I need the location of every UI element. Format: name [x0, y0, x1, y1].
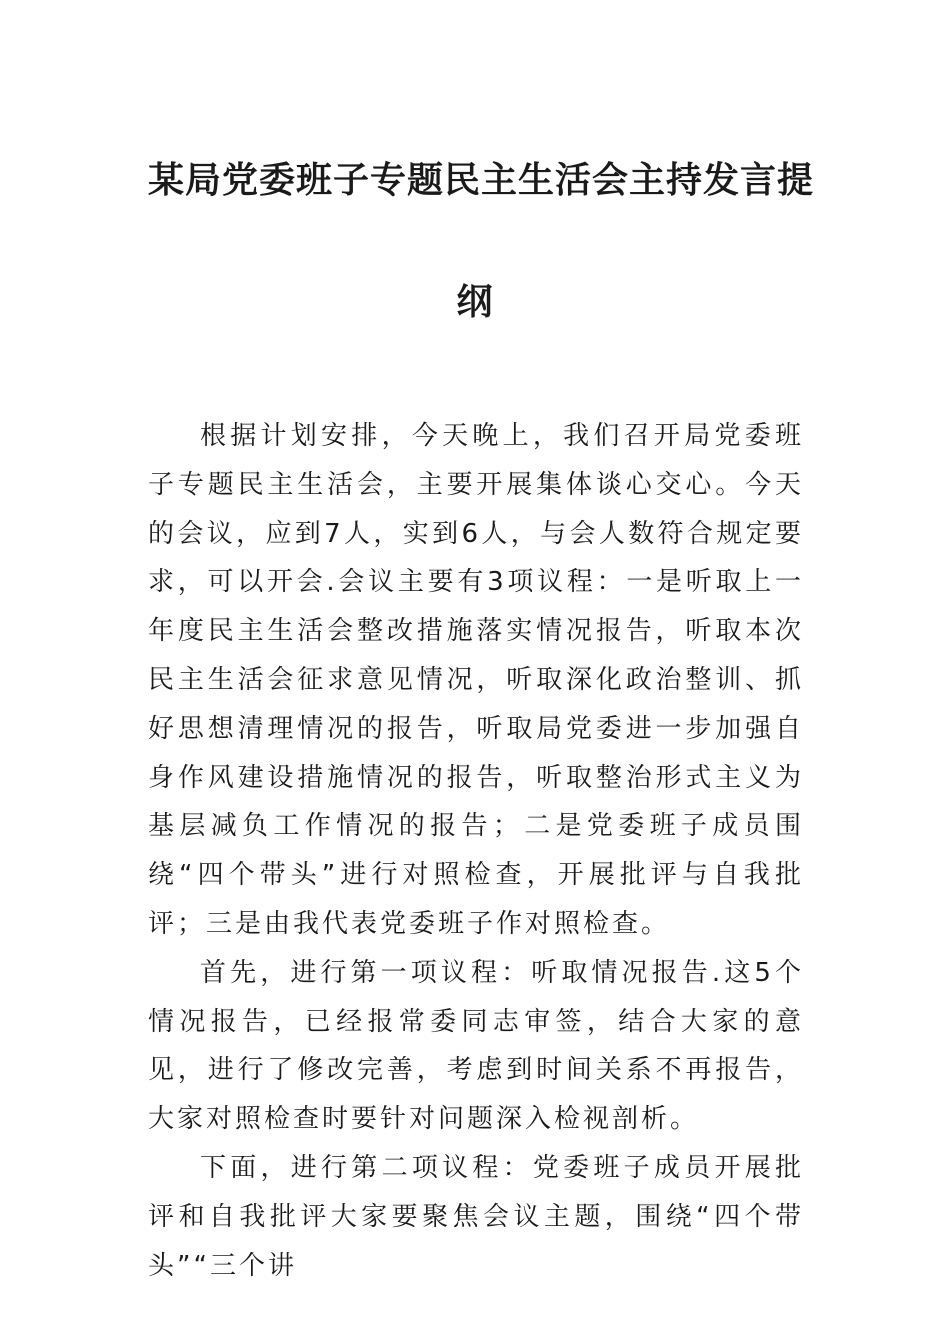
document-body [148, 412, 804, 1290]
paragraph-meeting-intro: 根据计划安排，今天晚上，我们召开局党委班子专题民主生活会，主要开展集体谈心交心。今天的会议，应到7人，实到6人，与会人数符合规定要求，可以开会.会议主要有3项议程：一是听取上一年度民主生活会整改措施落实情况报告，听取本次民主生活会征求意见情况，听取深化政治整训、抓好思想清理情况的报告，听取局党委进一步加强自身作风建设措施情况的报告，听取整治形式主义为基层减负工作情况的报告；二是党委班子成员围绕“四个带头”进行对照检查，开展批评与自我批评；三是由我代表党委班子作对照检查。 [148, 421, 804, 939]
paragraph-agenda-item-1: 首先，进行第一项议程：听取情况报告.这5个情况报告，已经报常委同志审签，结合大家的意见，进行了修改完善，考虑到时间关系不再报告，大家对照检查时要针对问题深入检视剖析。 [148, 957, 804, 1135]
document-title-line-2: 纲 [456, 281, 494, 323]
paragraph-agenda-item-2: 下面，进行第二项议程：党委班子成员开展批评和自我批评大家要聚焦会议主题，围绕“四个带头”“三个讲 [148, 1152, 804, 1281]
document-title-line-1: 某局党委班子专题民主生活会主持发言提 [148, 159, 815, 201]
